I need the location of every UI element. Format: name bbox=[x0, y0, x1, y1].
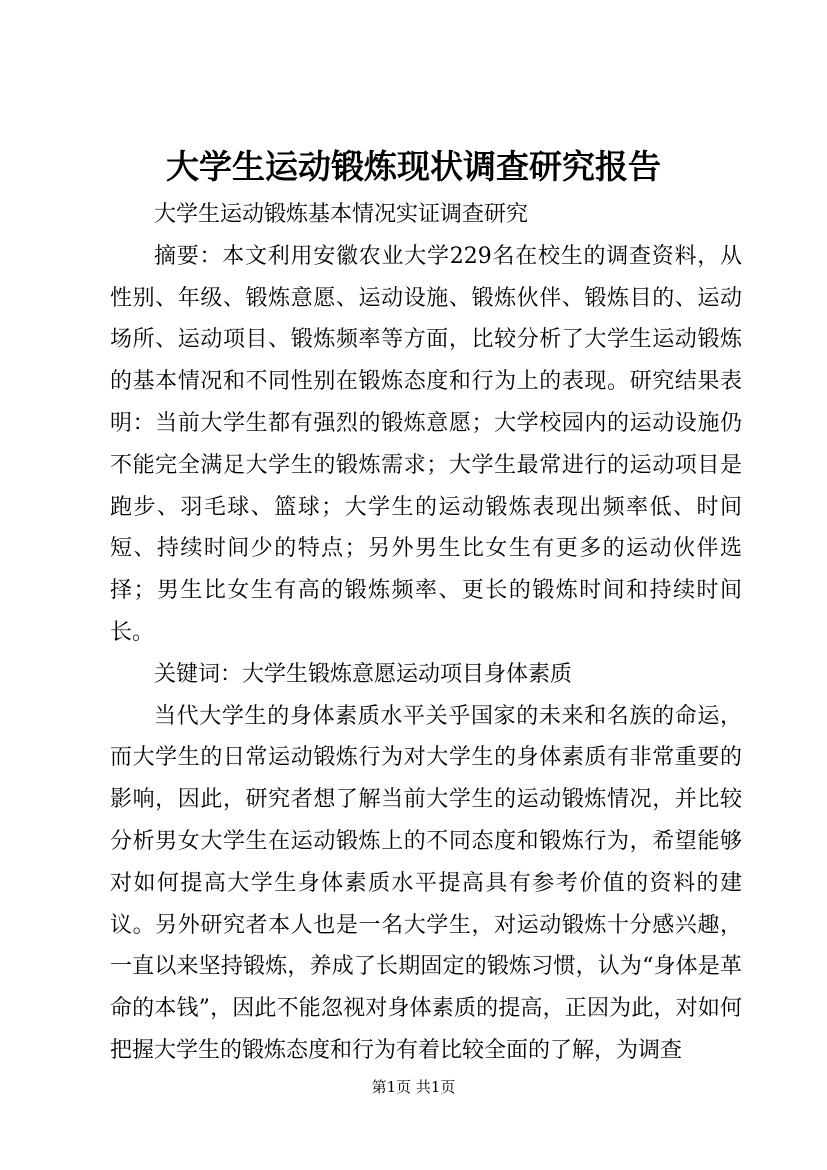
subtitle-paragraph: 大学生运动锻炼基本情况实证调查研究 bbox=[154, 202, 529, 227]
abstract-paragraph: 摘要：本文利用安徽农业大学229名在校生的调查资料，从性别、年级、锻炼意愿、运动设施、锻炼伙伴、锻炼目的、运动场所、运动项目、锻炼频率等方面，比较分析了大学生运动锻炼的基本情况和不同性别在锻炼态度和行为上的表现。研究结果表明：当前大学生都有强烈的锻炼意愿；大学校园内的运动设施仍不能完全满足大学生的锻炼需求；大学生最常进行的运动项目是跑步、羽毛球、篮球；大学生的运动锻炼表现出频率低、时间短、持续时间少的特点；另外男生比女生有更多的运动伙伴选择；男生比女生有高的锻炼频率、更长的锻炼时间和持续时间长。 bbox=[110, 243, 742, 645]
intro-paragraph: 当代大学生的身体素质水平关乎国家的未来和名族的命运，而大学生的日常运动锻炼行为对大学生的身体素质有非常重要的影响，因此，研究者想了解当前大学生的运动锻炼情况，并比较分析男女大学生在运动锻炼上的不同态度和锻炼行为，希望能够对如何提高大学生身体素质水平提高具有参考价值的资料的建议。另外研究者本人也是一名大学生，对运动锻炼十分感兴趣，一直以来坚持锻炼，养成了长期固定的锻炼习惯，认为“身体是革命的本钱”，因此不能忽视对身体素质的提高，正因为此，对如何把握大学生的锻炼态度和行为有着比较全面的了解，为调查 bbox=[110, 703, 742, 1063]
page-footer: 第1页 共1页 bbox=[371, 1078, 456, 1096]
keywords-paragraph: 关键词：大学生锻炼意愿运动项目身体素质 bbox=[154, 661, 573, 687]
document-body bbox=[110, 194, 742, 1072]
document-title: 大学生运动锻炼现状调查研究报告 bbox=[166, 147, 661, 186]
